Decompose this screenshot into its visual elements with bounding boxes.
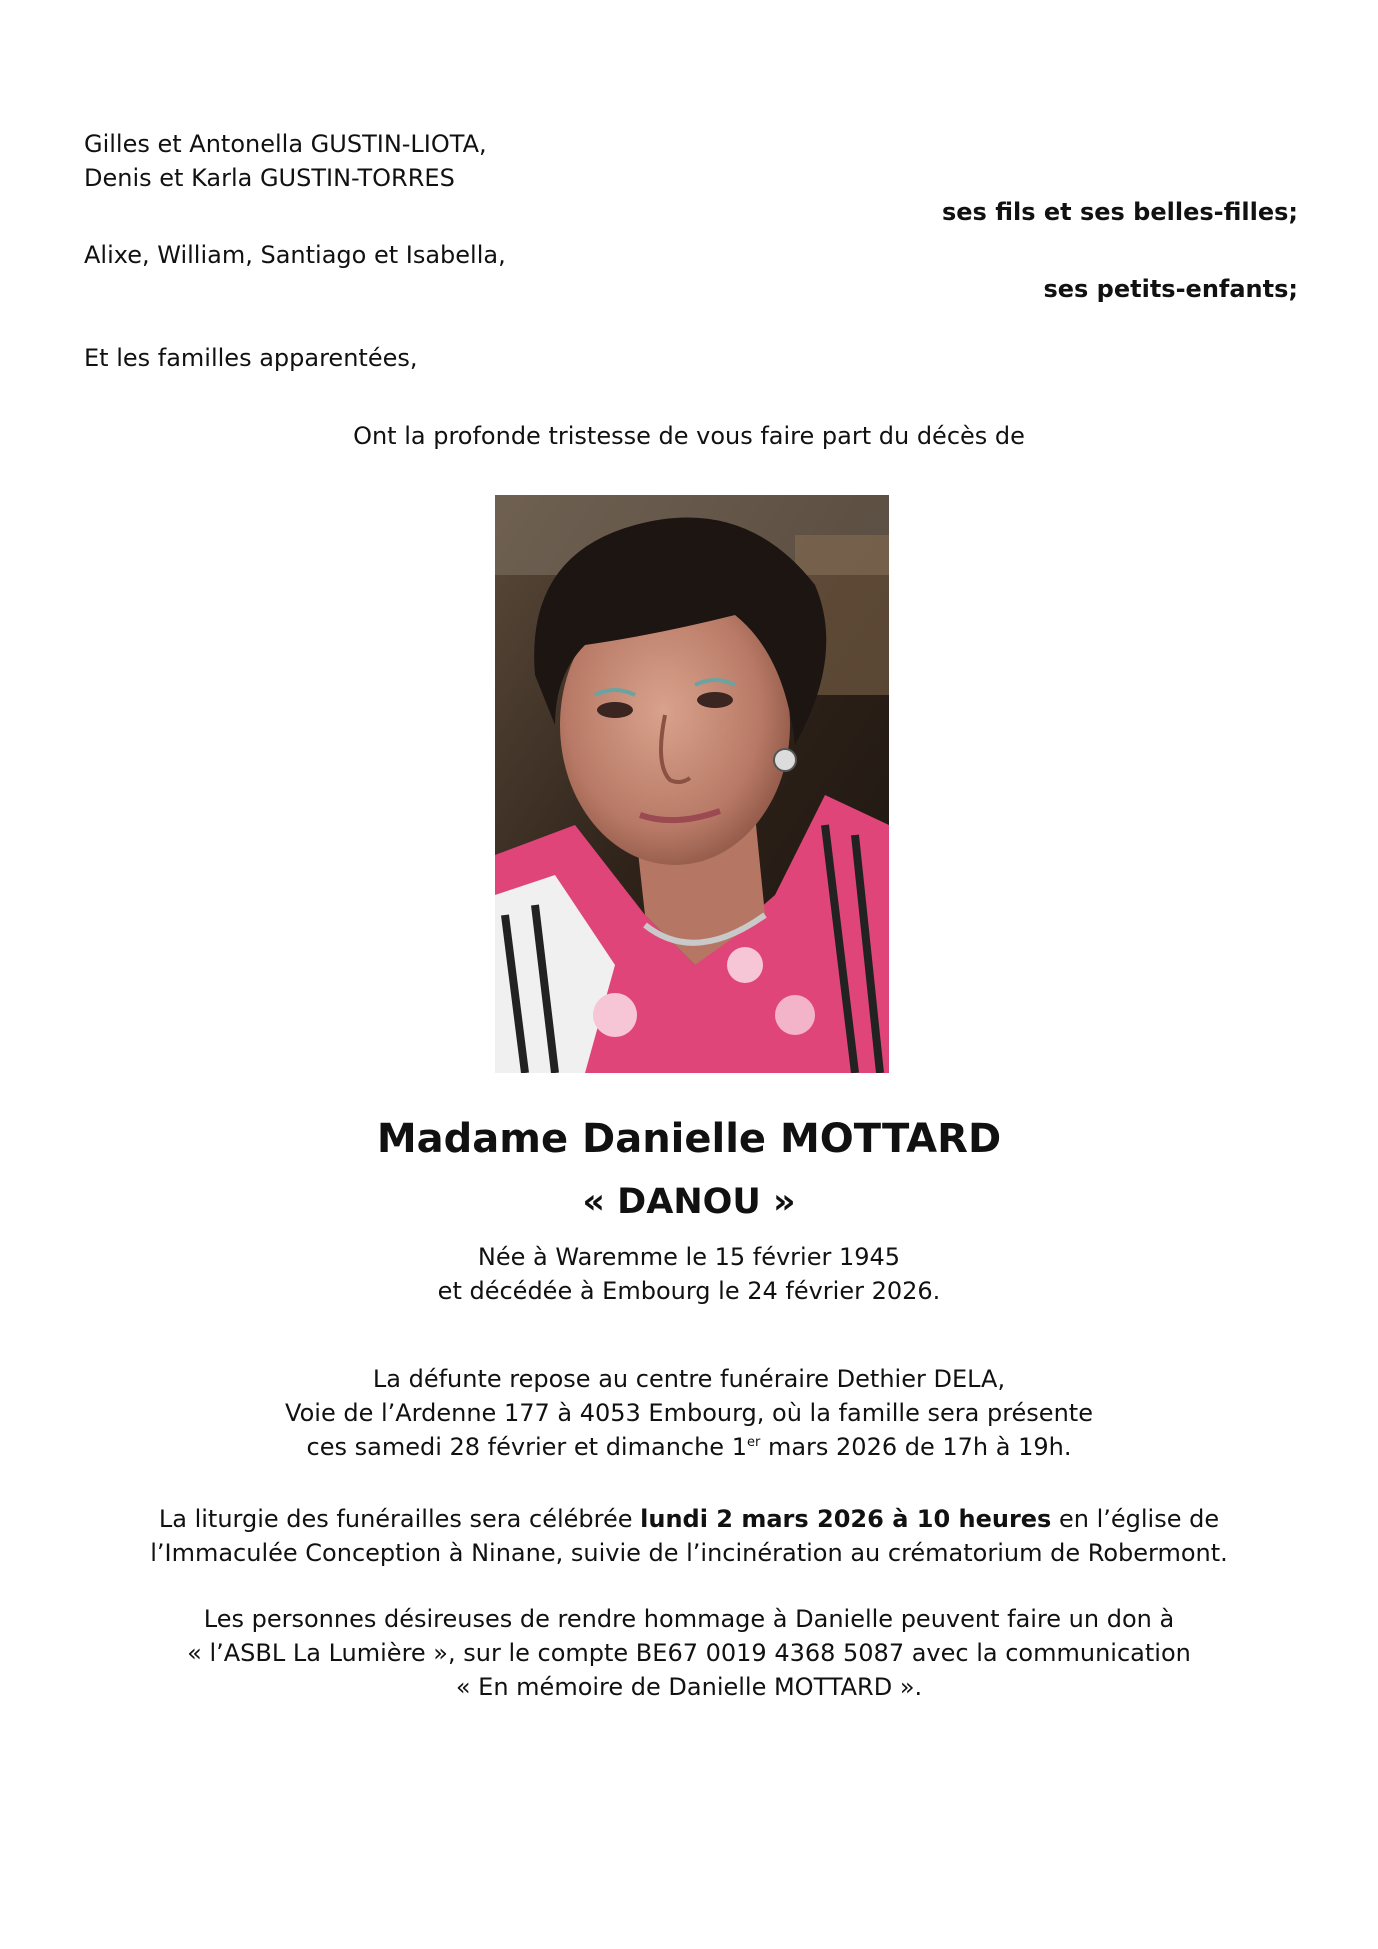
- donation-line-1: Les personnes désireuses de rendre hommage à Danielle peuvent faire un don à: [203, 1605, 1175, 1633]
- sons-role: ses fils et ses belles-filles;: [941, 198, 1298, 226]
- funeral-line-2: l’Immaculée Conception à Ninane, suivie de l’incinération au crématorium de Robermont.: [150, 1539, 1228, 1567]
- sons-line-1: Gilles et Antonella GUSTIN-LIOTA,: [84, 130, 487, 158]
- grandchildren-line: Alixe, William, Santiago et Isabella,: [84, 241, 506, 269]
- visitation-line-3-start: ces samedi 28 février et dimanche 1: [306, 1433, 747, 1461]
- death-line: et décédée à Embourg le 24 février 2026.: [437, 1277, 941, 1305]
- birth-line: Née à Waremme le 15 février 1945: [477, 1243, 901, 1271]
- deceased-name: Madame Danielle MOTTARD: [376, 1116, 1002, 1162]
- visitation-line-3: [0, 1430, 1378, 1464]
- donation-line-2: « l’ASBL La Lumière », sur le compte BE67 0019 4368 5087 avec la communication: [187, 1639, 1191, 1667]
- visitation-line-2: Voie de l’Ardenne 177 à 4053 Embourg, où la famille sera présente: [285, 1399, 1093, 1427]
- relatives-line: Et les familles apparentées,: [84, 344, 418, 372]
- grandchildren-role: ses petits-enfants;: [1043, 275, 1298, 303]
- donation-line-3: « En mémoire de Danielle MOTTARD ».: [455, 1673, 923, 1701]
- visitation-line-3-end: mars 2026 de 17h à 19h.: [760, 1433, 1072, 1461]
- funeral-line-1: [0, 1502, 1378, 1536]
- ordinal-superscript: er: [746, 1435, 761, 1450]
- deceased-nickname: « DANOU »: [582, 1182, 796, 1222]
- funeral-line-1-start: La liturgie des funérailles sera célébrée: [158, 1505, 641, 1533]
- visitation-line-1: La défunte repose au centre funéraire Dethier DELA,: [372, 1365, 1006, 1393]
- announcement-line: Ont la profonde tristesse de vous faire part du décès de: [353, 422, 1025, 450]
- sons-line-2: Denis et Karla GUSTIN-TORRES: [84, 164, 455, 192]
- funeral-line-1-end: en l’église de: [1051, 1505, 1220, 1533]
- funeral-date-time: lundi 2 mars 2026 à 10 heures: [640, 1505, 1052, 1533]
- portrait-photo: [495, 495, 889, 1073]
